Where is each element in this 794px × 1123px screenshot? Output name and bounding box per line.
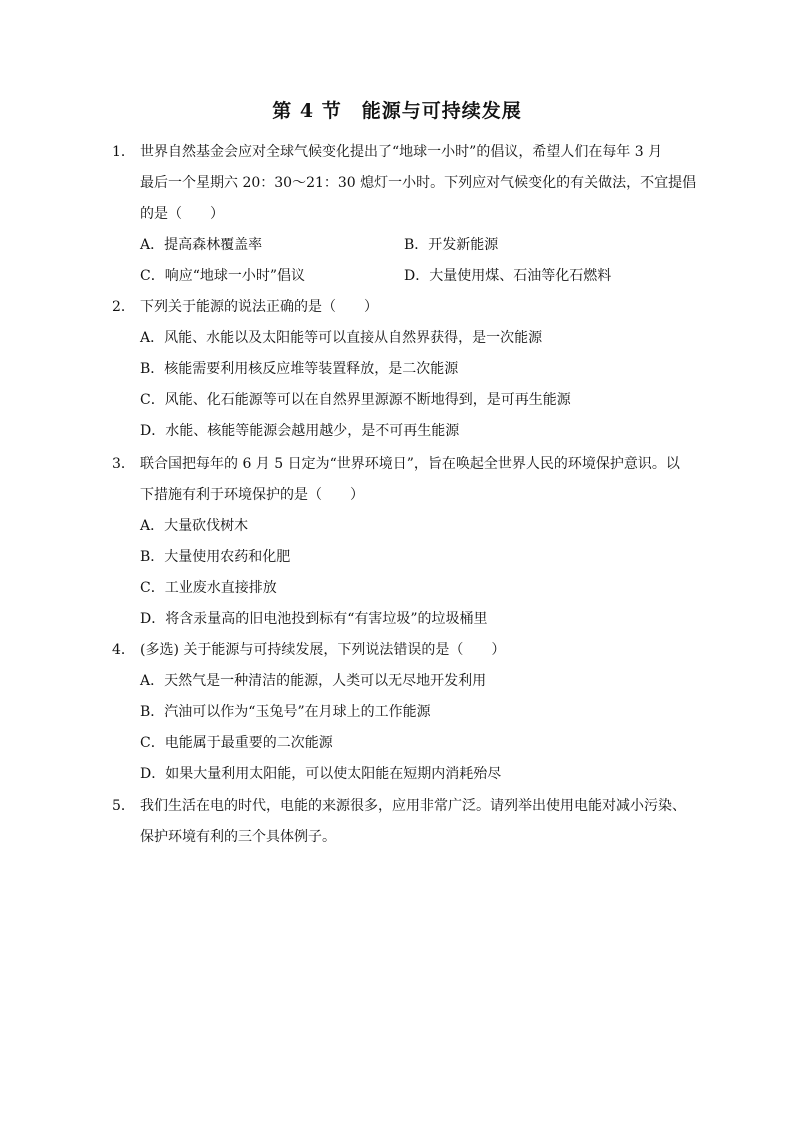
question-text-line: (多选) 关于能源与可持续发展，下列说法错误的是（ ）: [140, 642, 506, 658]
question-5: [112, 791, 692, 853]
question-text-line: 联合国把每年的 6 月 5 日定为“世界环境日”，旨在唤起全世界人民的环境保护意识。以: [140, 456, 680, 472]
option-c: C．工业废水直接排放: [140, 580, 277, 596]
option-a: A．大量砍伐树木: [140, 518, 249, 534]
question-text-line: 最后一个星期六 20：30～21：30 熄灯一小时。下列应对气候变化的有关做法，不宜提倡: [140, 175, 697, 191]
question-text-line: 世界自然基金会应对全球气候变化提出了“地球一小时”的倡议，希望人们在每年 3 月: [140, 144, 663, 160]
option-c: C．电能属于最重要的二次能源: [140, 735, 333, 751]
question-text-line: 的是（ ）: [140, 206, 224, 222]
question-number: 4．: [112, 642, 135, 658]
question-1-options: [140, 230, 700, 292]
page-title: 第 4 节 能源与可持续发展: [272, 100, 522, 122]
question-text-line: 保护环境有利的三个具体例子。: [140, 829, 336, 845]
question-1: [112, 137, 697, 230]
option-c: C．响应“地球一小时”倡议: [140, 268, 306, 284]
question-4-options: [140, 666, 700, 790]
option-c: C．风能、化石能源等可以在自然界里源源不断地得到，是可再生能源: [140, 392, 571, 408]
question-text-line: 我们生活在电的时代，电能的来源很多，应用非常广泛。请列举出使用电能对减小污染、: [140, 798, 686, 814]
question-text-line: 下措施有利于环境保护的是（ ）: [140, 487, 364, 503]
question-2-options: [140, 323, 700, 447]
question-number: 1．: [112, 144, 135, 160]
question-number: 5．: [112, 798, 135, 814]
question-number: 3．: [112, 456, 135, 472]
question-2: [112, 292, 692, 323]
question-number: 2．: [112, 299, 135, 315]
option-d: D．将含汞量高的旧电池投到标有“有害垃圾”的垃圾桶里: [140, 611, 488, 627]
option-a: A．天然气是一种清洁的能源，人类可以无尽地开发利用: [140, 673, 487, 689]
option-d: D．如果大量利用太阳能，可以使太阳能在短期内消耗殆尽: [140, 766, 502, 782]
question-text-line: 下列关于能源的说法正确的是（ ）: [140, 299, 378, 315]
option-b: B．汽油可以作为“玉兔号”在月球上的工作能源: [140, 704, 431, 720]
option-d: D．大量使用煤、石油等化石燃料: [404, 268, 612, 284]
question-4: [112, 635, 692, 666]
option-b: B．核能需要利用核反应堆等装置释放，是二次能源: [140, 361, 459, 377]
option-b: B．大量使用农药和化肥: [140, 549, 291, 565]
option-a: A．风能、水能以及太阳能等可以直接从自然界获得，是一次能源: [140, 330, 543, 346]
question-3-options: [140, 511, 700, 635]
option-a: A．提高森林覆盖率: [140, 237, 263, 253]
option-d: D．水能、核能等能源会越用越少，是不可再生能源: [140, 423, 460, 439]
option-b: B．开发新能源: [404, 237, 499, 253]
question-3: [112, 449, 692, 511]
